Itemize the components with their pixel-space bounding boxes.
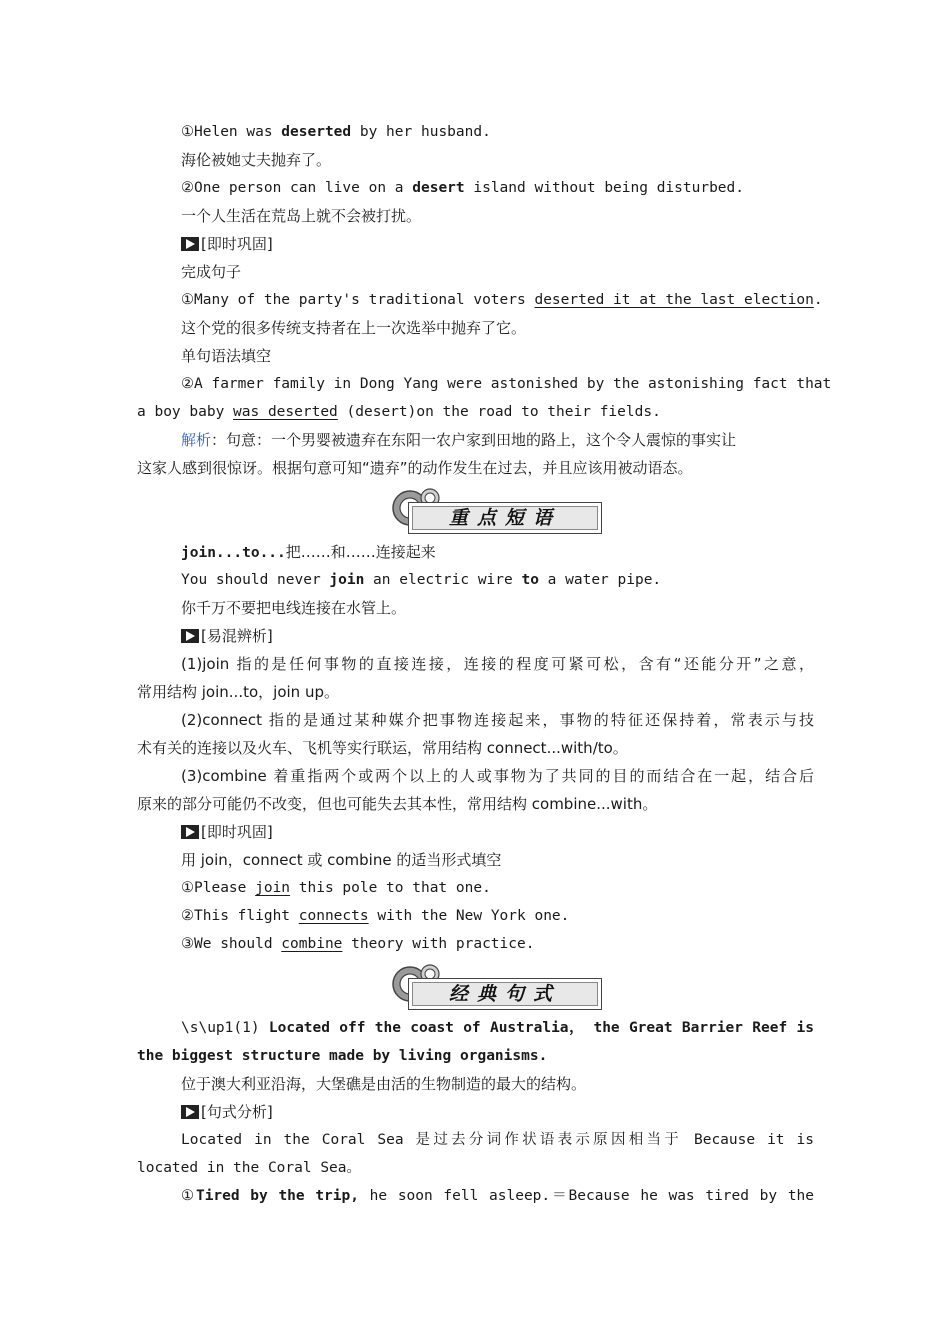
analysis-line1: 解析：句意：一个男婴被遗弃在东阳一农户家到田地的路上，这个令人震惊的事实让	[181, 431, 737, 449]
distinction-3-line1: (3)combine 着重指两个或两个以上的人或事物为了共同的目的而结合在一起，结合后	[181, 767, 814, 785]
distinction-2-line2: 术有关的连接以及火车、飞机等实行联运，常用结构 connect...with/to。	[137, 739, 628, 757]
distinction-1-line1: (1)join 指的是任何事物的直接连接，连接的程度可紧可松，含有“还能分开”之意，	[181, 655, 814, 673]
answer-blank: join	[255, 880, 291, 896]
fill-exercise-2: ②This flight connects with the New York one.	[181, 908, 570, 924]
exercise-1-translation: 这个党的很多传统支持者在上一次选举中抛弃了它。	[181, 319, 527, 337]
exercise-2-line2: a boy baby was deserted (desert)on the road to their fields.	[137, 404, 661, 420]
classic-sentence-translation: 位于澳大利亚沿海，大堡礁是由活的生物制造的最大的结构。	[181, 1075, 587, 1093]
answer-blank: deserted it at the last election	[534, 292, 814, 308]
banner-title: 重点短语	[448, 507, 561, 529]
analysis-label: 解析	[181, 431, 212, 449]
phrase-example-translation: 你千万不要把电线连接在水管上。	[181, 599, 407, 617]
play-marker-icon	[181, 1105, 199, 1119]
fill-exercise-3: ③We should combine theory with practice.	[181, 936, 535, 952]
example-sentence-2: ②One person can live on a desert island without being disturbed.	[181, 180, 744, 196]
section-tag-practice: [即时巩固]	[181, 230, 814, 258]
distinction-3-line2: 原来的部分可能仍不改变，但也可能失去其本性，常用结构 combine...with。	[137, 795, 658, 813]
section-tag-practice-2: [即时巩固]	[181, 818, 814, 846]
analysis-line2: 这家人感到很惊讶。根据句意可知“遗弃”的动作发生在过去，并且应该用被动语态。	[137, 459, 693, 477]
analysis-example-1: ①Tired by the trip, he soon fell asleep.＝Because he was tired by the	[181, 1188, 815, 1204]
play-marker-icon	[181, 825, 199, 839]
banner-title: 经典句式	[448, 983, 561, 1005]
example-translation-1: 海伦被她丈夫抛弃了。	[181, 151, 332, 169]
exercise-1: ①Many of the party's traditional voters deserted it at the last election.	[181, 292, 823, 308]
distinction-1-line2: 常用结构 join...to，join up。	[137, 683, 339, 701]
phrase-heading: join...to...把……和……连接起来	[181, 543, 436, 561]
classic-sentence-line2: the biggest structure made by living organisms.	[137, 1048, 548, 1064]
fill-exercise-1: ①Please join this pole to that one.	[181, 880, 491, 896]
task-title-complete-sentence: 完成句子	[181, 263, 242, 281]
exercise-2-line1: ②A farmer family in Dong Yang were astonished by the astonishing fact that	[181, 376, 832, 392]
answer-blank: combine	[281, 936, 343, 952]
answer-blank: was deserted	[233, 404, 338, 420]
example-sentence-1: ①Helen was deserted by her husband.	[181, 124, 491, 140]
answer-blank: connects	[298, 908, 369, 924]
section-banner-key-phrases	[390, 488, 602, 536]
play-marker-icon	[181, 237, 199, 251]
classic-sentence-line1: \s\up1(1) Located off the coast of Australia， the Great Barrier Reef is	[181, 1020, 814, 1036]
analysis-text-line2: located in the Coral Sea。	[137, 1160, 362, 1176]
section-banner-classic-sentences	[390, 964, 602, 1012]
task-title-grammar-fill: 单句语法填空	[181, 347, 272, 365]
section-tag-distinction: [易混辨析]	[181, 622, 814, 650]
example-translation-2: 一个人生活在荒岛上就不会被打扰。	[181, 207, 422, 225]
phrase-example: You should never join an electric wire to a water pipe.	[181, 572, 662, 588]
play-marker-icon	[181, 629, 199, 643]
section-tag-sentence-analysis: [句式分析]	[181, 1098, 814, 1126]
task-title-fill-forms: 用 join，connect 或 combine 的适当形式填空	[181, 851, 502, 869]
distinction-2-line1: (2)connect 指的是通过某种媒介把事物连接起来，事物的特征还保持着，常表示与技	[181, 711, 814, 729]
analysis-text-line1: Located in the Coral Sea 是过去分词作状语表示原因相当于 Because it is	[181, 1132, 814, 1148]
